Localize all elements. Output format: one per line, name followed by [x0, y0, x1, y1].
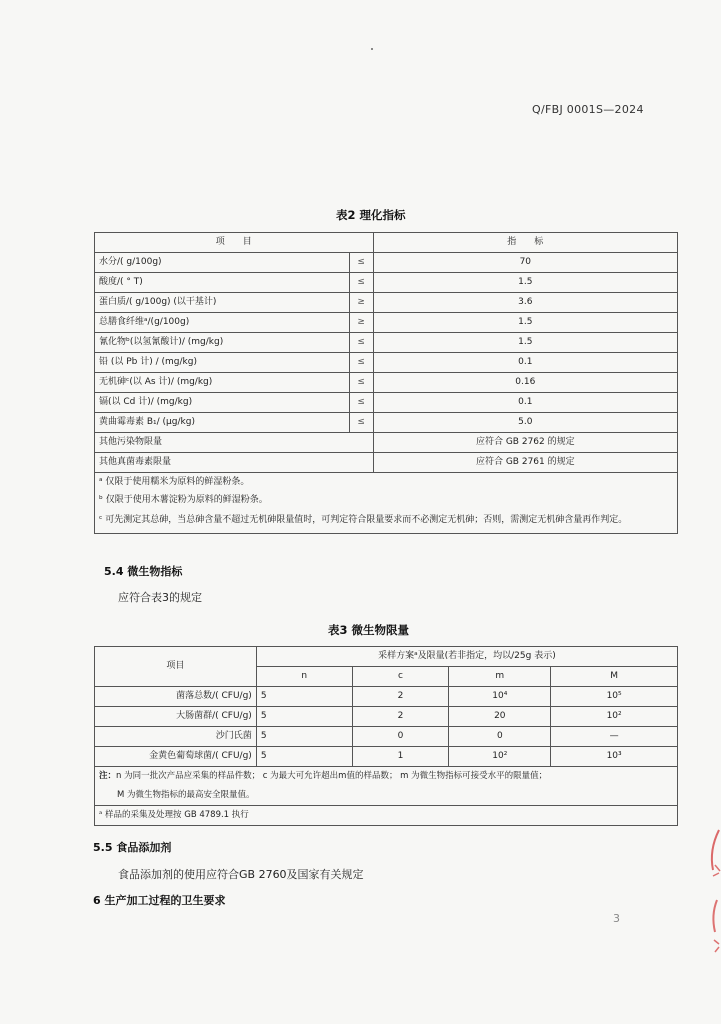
table3-sub-n: n [256, 667, 352, 687]
table3-footnote: ᵃ 样品的采集及处理按 GB 4789.1 执行 [95, 806, 678, 826]
row-item: 总膳食纤维ᵃ/(g/100g) [95, 313, 350, 333]
row-m: 20 [449, 707, 551, 727]
row-value: 应符合 GB 2761 的规定 [373, 453, 677, 473]
row-m: 0 [449, 727, 551, 747]
row-symbol: ≤ [349, 373, 373, 393]
row-symbol: ≤ [349, 413, 373, 433]
standard-code: Q/FBJ 0001S—2024 [532, 103, 644, 116]
table-row [95, 413, 678, 433]
table3-note-row [95, 767, 678, 787]
row-m: 10⁴ [449, 687, 551, 707]
row-symbol: ≤ [349, 273, 373, 293]
table3-sub-m: m [449, 667, 551, 687]
row-item: 菌落总数/( CFU/g) [95, 687, 257, 707]
table-row [95, 273, 678, 293]
table-row [95, 687, 678, 707]
row-M: — [551, 727, 678, 747]
table2-footnote-c: ᶜ 可先测定其总砷，当总砷含量不超过无机砷限量值时，可判定符合限量要求而不必测定无机砷；否则，需测定无机砷含量再作判定。 [95, 509, 678, 534]
row-value: 5.0 [373, 413, 677, 433]
table2-header-row [95, 233, 678, 253]
row-n: 5 [256, 687, 352, 707]
row-m: 10² [449, 747, 551, 767]
table3-header-row [95, 647, 678, 667]
page-number: 3 [613, 912, 620, 925]
row-value: 0.1 [373, 353, 677, 373]
table2-footnote-a: ᵃ 仅限于使用糯米为原料的鲜湿粉条。 [95, 473, 678, 492]
table3-sub-M: M [551, 667, 678, 687]
row-value: 3.6 [373, 293, 677, 313]
table2-footnote-row [95, 509, 678, 534]
table3-note-row [95, 786, 678, 806]
section-5-4-text: 应符合表3的规定 [118, 591, 202, 604]
table3-col-item: 项目 [95, 647, 257, 687]
table-row [95, 353, 678, 373]
section-5-5-text: 食品添加剂的使用应符合GB 2760及国家有关规定 [118, 868, 364, 881]
row-item: 蛋白质/( g/100g) (以干基计) [95, 293, 350, 313]
row-item: 镉(以 Cd 计)/ (mg/kg) [95, 393, 350, 413]
row-c: 0 [352, 727, 449, 747]
row-n: 5 [256, 747, 352, 767]
row-value: 1.5 [373, 333, 677, 353]
row-M: 10⁵ [551, 687, 678, 707]
table-row [95, 333, 678, 353]
table3-sub-c: c [352, 667, 449, 687]
table3-note-line1: n 为同一批次产品应采集的样品件数； c 为最大可允许超出m值的样品数； m 为微生物指标可接受水平的限量值； [116, 771, 548, 781]
section-6-heading: 6 生产加工过程的卫生要求 [93, 894, 226, 907]
table2-title: 表2 理化指标 [336, 208, 406, 222]
table-row [95, 313, 678, 333]
table2-footnote-b: ᵇ 仅限于使用木薯淀粉为原料的鲜湿粉条。 [95, 491, 678, 509]
table-row [95, 433, 678, 453]
table2-col-index: 指 标 [373, 233, 677, 253]
row-value: 0.1 [373, 393, 677, 413]
seal-stamp-fragment [705, 820, 721, 970]
table2-footnote-row [95, 473, 678, 492]
row-symbol: ≤ [349, 393, 373, 413]
row-value: 70 [373, 253, 677, 273]
section-5-4-heading: 5.4 微生物指标 [104, 565, 183, 578]
table-row [95, 707, 678, 727]
row-value: 0.16 [373, 373, 677, 393]
row-c: 2 [352, 687, 449, 707]
table3-footnote-row [95, 806, 678, 826]
row-c: 2 [352, 707, 449, 727]
table2-col-item: 项 目 [95, 233, 374, 253]
table3-note [95, 767, 678, 787]
row-symbol: ≤ [349, 253, 373, 273]
row-symbol: ≥ [349, 313, 373, 333]
row-item: 铅 (以 Pb 计) / (mg/kg) [95, 353, 350, 373]
row-value: 1.5 [373, 313, 677, 333]
table3-note-label: 注： [99, 771, 117, 781]
row-item: 无机砷ᶜ(以 As 计)/ (mg/kg) [95, 373, 350, 393]
row-item: 酸度/( ° T) [95, 273, 350, 293]
table-row [95, 453, 678, 473]
section-5-5-heading: 5.5 食品添加剂 [93, 841, 172, 854]
table-row [95, 393, 678, 413]
table3-microbial-limits [94, 646, 678, 826]
table-row [95, 747, 678, 767]
row-symbol: ≤ [349, 353, 373, 373]
table2-physicochemical [94, 232, 678, 534]
row-item: 其他真菌毒素限量 [95, 453, 374, 473]
row-c: 1 [352, 747, 449, 767]
row-M: 10² [551, 707, 678, 727]
scan-dot [371, 48, 373, 50]
row-n: 5 [256, 727, 352, 747]
row-item: 大肠菌群/( CFU/g) [95, 707, 257, 727]
table3-col-plan: 采样方案ᵃ及限量(若非指定，均以/25g 表示) [256, 647, 677, 667]
row-item: 沙门氏菌 [95, 727, 257, 747]
row-value: 1.5 [373, 273, 677, 293]
row-value: 应符合 GB 2762 的规定 [373, 433, 677, 453]
table-row [95, 727, 678, 747]
row-item: 黄曲霉毒素 B₁/ (μg/kg) [95, 413, 350, 433]
row-item: 水分/( g/100g) [95, 253, 350, 273]
table-row [95, 373, 678, 393]
table3-title: 表3 微生物限量 [328, 623, 410, 637]
row-item: 其他污染物限量 [95, 433, 374, 453]
row-symbol: ≤ [349, 333, 373, 353]
row-item: 金黄色葡萄球菌/( CFU/g) [95, 747, 257, 767]
table3-note-line2: M 为微生物指标的最高安全限量值。 [95, 786, 678, 806]
table-row [95, 293, 678, 313]
row-item: 氰化物ᵇ(以氢氰酸计)/ (mg/kg) [95, 333, 350, 353]
row-symbol: ≥ [349, 293, 373, 313]
table-row [95, 253, 678, 273]
row-M: 10³ [551, 747, 678, 767]
row-n: 5 [256, 707, 352, 727]
table2-footnote-row [95, 491, 678, 509]
